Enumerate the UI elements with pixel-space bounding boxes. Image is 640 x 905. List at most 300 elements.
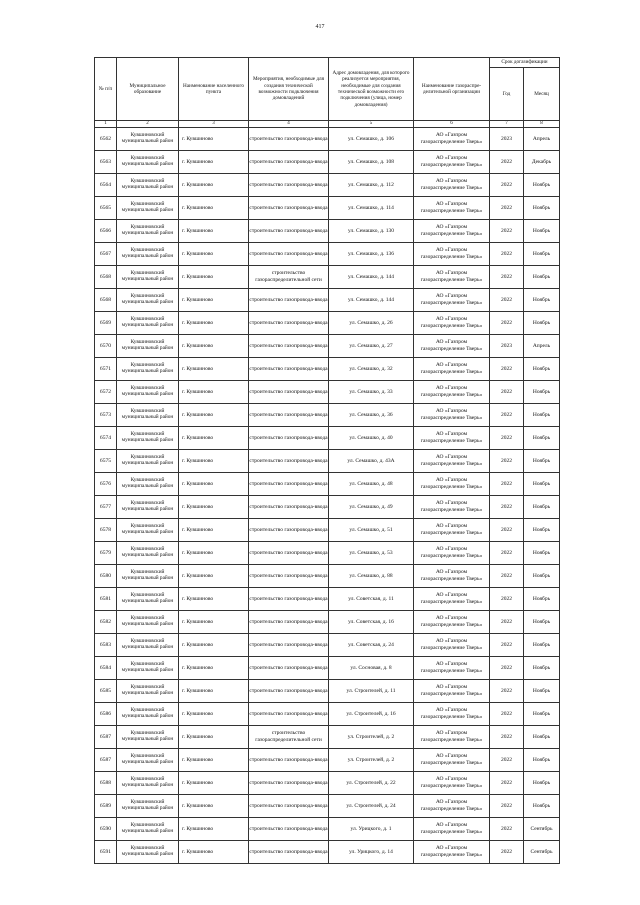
cell-year: 2022 [490, 496, 524, 519]
cell-row-number: 6582 [95, 611, 117, 634]
table-row [95, 312, 560, 335]
cell-row-number: 6574 [95, 427, 117, 450]
cell-measure: строительство газопровода-ввода [249, 703, 329, 726]
cell-month: Ноябрь [524, 312, 560, 335]
header-organization: Наименование газораспре-делительной организации [414, 58, 490, 121]
cell-year: 2022 [490, 588, 524, 611]
cell-month: Ноябрь [524, 588, 560, 611]
cell-municipality: Кувшиновский муниципальный район [117, 496, 179, 519]
cell-municipality: Кувшиновский муниципальный район [117, 243, 179, 266]
cell-row-number: 6568 [95, 289, 117, 312]
cell-measure: строительство газопровода-ввода [249, 151, 329, 174]
cell-municipality: Кувшиновский муниципальный район [117, 220, 179, 243]
table-row [95, 703, 560, 726]
table-row [95, 473, 560, 496]
cell-organization: АО «Газпром газораспределение Тверь» [414, 726, 490, 749]
cell-organization: АО «Газпром газораспределение Тверь» [414, 450, 490, 473]
cell-municipality: Кувшиновский муниципальный район [117, 565, 179, 588]
cell-measure: строительство газопровода-ввода [249, 519, 329, 542]
column-number: 4 [249, 121, 329, 128]
cell-municipality: Кувшиновский муниципальный район [117, 151, 179, 174]
cell-month: Ноябрь [524, 473, 560, 496]
cell-year: 2022 [490, 197, 524, 220]
cell-row-number: 6572 [95, 381, 117, 404]
cell-address: ул. Семашко, д. 51 [329, 519, 414, 542]
table-row [95, 243, 560, 266]
cell-settlement: г. Кувшиново [179, 473, 249, 496]
table-row [95, 335, 560, 358]
cell-address: ул. Семашко, д. 130 [329, 220, 414, 243]
cell-organization: АО «Газпром газораспределение Тверь» [414, 749, 490, 772]
cell-organization: АО «Газпром газораспределение Тверь» [414, 542, 490, 565]
cell-year: 2022 [490, 358, 524, 381]
cell-organization: АО «Газпром газораспределение Тверь» [414, 703, 490, 726]
cell-row-number: 6587 [95, 726, 117, 749]
cell-address: ул. Урицкого, д. 14 [329, 841, 414, 864]
cell-year: 2022 [490, 174, 524, 197]
table-row [95, 634, 560, 657]
cell-address: ул. Семашко, д. 106 [329, 128, 414, 151]
cell-organization: АО «Газпром газораспределение Тверь» [414, 565, 490, 588]
cell-measure: строительство газопровода-ввода [249, 680, 329, 703]
cell-measure: строительство газопровода-ввода [249, 289, 329, 312]
cell-address: ул. Строителей, д. 24 [329, 795, 414, 818]
cell-year: 2022 [490, 772, 524, 795]
header-month: Месяц [524, 68, 560, 121]
cell-municipality: Кувшиновский муниципальный район [117, 174, 179, 197]
cell-row-number: 6583 [95, 634, 117, 657]
header-num: № п/п [95, 58, 117, 121]
cell-month: Ноябрь [524, 381, 560, 404]
cell-municipality: Кувшиновский муниципальный район [117, 657, 179, 680]
table-row [95, 611, 560, 634]
cell-year: 2022 [490, 795, 524, 818]
cell-row-number: 6584 [95, 657, 117, 680]
cell-organization: АО «Газпром газораспределение Тверь» [414, 266, 490, 289]
cell-year: 2022 [490, 404, 524, 427]
column-number: 8 [524, 121, 560, 128]
cell-month: Ноябрь [524, 404, 560, 427]
cell-row-number: 6570 [95, 335, 117, 358]
cell-organization: АО «Газпром газораспределение Тверь» [414, 174, 490, 197]
table-row [95, 289, 560, 312]
cell-year: 2022 [490, 450, 524, 473]
cell-measure: строительство газопровода-ввода [249, 795, 329, 818]
cell-row-number: 6564 [95, 174, 117, 197]
cell-year: 2022 [490, 657, 524, 680]
cell-organization: АО «Газпром газораспределение Тверь» [414, 795, 490, 818]
cell-measure: строительство газопровода-ввода [249, 634, 329, 657]
cell-year: 2022 [490, 818, 524, 841]
cell-year: 2022 [490, 703, 524, 726]
table-row [95, 197, 560, 220]
cell-municipality: Кувшиновский муниципальный район [117, 473, 179, 496]
cell-settlement: г. Кувшиново [179, 312, 249, 335]
cell-year: 2022 [490, 611, 524, 634]
cell-address: ул. Строителей, д. 22 [329, 772, 414, 795]
cell-address: ул. Советская, д. 11 [329, 588, 414, 611]
cell-month: Апрель [524, 128, 560, 151]
cell-organization: АО «Газпром газораспределение Тверь» [414, 427, 490, 450]
cell-row-number: 6579 [95, 542, 117, 565]
cell-address: ул. Строителей, д. 2 [329, 726, 414, 749]
table-row [95, 151, 560, 174]
cell-organization: АО «Газпром газораспределение Тверь» [414, 358, 490, 381]
cell-month: Ноябрь [524, 726, 560, 749]
table-row [95, 358, 560, 381]
cell-year: 2022 [490, 726, 524, 749]
cell-municipality: Кувшиновский муниципальный район [117, 519, 179, 542]
cell-address: ул. Семашко, д. 88 [329, 565, 414, 588]
cell-organization: АО «Газпром газораспределение Тверь» [414, 657, 490, 680]
cell-address: ул. Семашко, д. 36 [329, 404, 414, 427]
cell-month: Ноябрь [524, 289, 560, 312]
cell-settlement: г. Кувшиново [179, 588, 249, 611]
cell-municipality: Кувшиновский муниципальный район [117, 726, 179, 749]
cell-month: Ноябрь [524, 634, 560, 657]
cell-address: ул. Советская, д. 24 [329, 634, 414, 657]
cell-settlement: г. Кувшиново [179, 841, 249, 864]
cell-measure: строительство газопровода-ввода [249, 588, 329, 611]
cell-organization: АО «Газпром газораспределение Тверь» [414, 818, 490, 841]
cell-settlement: г. Кувшиново [179, 542, 249, 565]
cell-year: 2022 [490, 243, 524, 266]
cell-year: 2022 [490, 680, 524, 703]
header-address: Адрес домовладения, для которого реализуется мероприятия, необходимые для создания технической возможности его подключения (улица, номер домовладения) [329, 58, 414, 121]
cell-month: Ноябрь [524, 772, 560, 795]
cell-measure: строительство газопровода-ввода [249, 565, 329, 588]
cell-municipality: Кувшиновский муниципальный район [117, 542, 179, 565]
cell-year: 2023 [490, 128, 524, 151]
cell-row-number: 6568 [95, 266, 117, 289]
cell-month: Ноябрь [524, 611, 560, 634]
cell-year: 2022 [490, 312, 524, 335]
table-row [95, 496, 560, 519]
cell-measure: строительство газопровода-ввода [249, 312, 329, 335]
cell-month: Ноябрь [524, 542, 560, 565]
cell-municipality: Кувшиновский муниципальный район [117, 450, 179, 473]
cell-measure: строительство газопровода-ввода [249, 772, 329, 795]
cell-settlement: г. Кувшиново [179, 197, 249, 220]
cell-organization: АО «Газпром газораспределение Тверь» [414, 312, 490, 335]
cell-municipality: Кувшиновский муниципальный район [117, 703, 179, 726]
cell-row-number: 6578 [95, 519, 117, 542]
cell-organization: АО «Газпром газораспределение Тверь» [414, 220, 490, 243]
cell-address: ул. Строителей, д. 2 [329, 749, 414, 772]
table-row [95, 680, 560, 703]
cell-municipality: Кувшиновский муниципальный район [117, 197, 179, 220]
cell-row-number: 6571 [95, 358, 117, 381]
cell-month: Ноябрь [524, 243, 560, 266]
cell-row-number: 6586 [95, 703, 117, 726]
cell-organization: АО «Газпром газораспределение Тверь» [414, 381, 490, 404]
cell-year: 2022 [490, 749, 524, 772]
cell-municipality: Кувшиновский муниципальный район [117, 289, 179, 312]
cell-organization: АО «Газпром газораспределение Тверь» [414, 634, 490, 657]
cell-year: 2022 [490, 289, 524, 312]
cell-year: 2023 [490, 335, 524, 358]
cell-municipality: Кувшиновский муниципальный район [117, 427, 179, 450]
cell-address: ул. Строителей, д. 16 [329, 703, 414, 726]
table-row [95, 220, 560, 243]
cell-month: Ноябрь [524, 427, 560, 450]
table-row [95, 795, 560, 818]
cell-settlement: г. Кувшиново [179, 749, 249, 772]
column-numbers-row [95, 121, 560, 128]
cell-organization: АО «Газпром газораспределение Тверь» [414, 680, 490, 703]
cell-settlement: г. Кувшиново [179, 404, 249, 427]
header-year: Год [490, 68, 524, 121]
cell-measure: строительство газопровода-ввода [249, 749, 329, 772]
cell-month: Ноябрь [524, 220, 560, 243]
cell-month: Ноябрь [524, 197, 560, 220]
cell-settlement: г. Кувшиново [179, 427, 249, 450]
header-municipality: Муниципальное образование [117, 58, 179, 121]
cell-organization: АО «Газпром газораспределение Тверь» [414, 243, 490, 266]
cell-organization: АО «Газпром газораспределение Тверь» [414, 496, 490, 519]
cell-address: ул. Семашко, д. 136 [329, 243, 414, 266]
cell-month: Ноябрь [524, 450, 560, 473]
cell-year: 2022 [490, 220, 524, 243]
cell-measure: строительство газопровода-ввода [249, 243, 329, 266]
cell-year: 2022 [490, 473, 524, 496]
cell-settlement: г. Кувшиново [179, 703, 249, 726]
cell-measure: строительство газопровода-ввода [249, 496, 329, 519]
cell-year: 2022 [490, 542, 524, 565]
cell-municipality: Кувшиновский муниципальный район [117, 358, 179, 381]
cell-municipality: Кувшиновский муниципальный район [117, 772, 179, 795]
cell-measure: строительство газопровода-ввода [249, 657, 329, 680]
table-row [95, 519, 560, 542]
cell-organization: АО «Газпром газораспределение Тверь» [414, 151, 490, 174]
cell-address: ул. Семашко, д. 108 [329, 151, 414, 174]
cell-address: ул. Семашко, д. 144 [329, 289, 414, 312]
table-row [95, 128, 560, 151]
cell-settlement: г. Кувшиново [179, 174, 249, 197]
cell-month: Ноябрь [524, 266, 560, 289]
table-row [95, 841, 560, 864]
cell-address: ул. Семашко, д. 112 [329, 174, 414, 197]
cell-row-number: 6589 [95, 795, 117, 818]
cell-organization: АО «Газпром газораспределение Тверь» [414, 197, 490, 220]
cell-row-number: 6567 [95, 243, 117, 266]
cell-measure: строительство газопровода-ввода [249, 611, 329, 634]
cell-address: ул. Урицкого, д. 1 [329, 818, 414, 841]
header-settlement: Наименование населенного пункта [179, 58, 249, 121]
cell-measure: строительство газопровода-ввода [249, 427, 329, 450]
cell-year: 2022 [490, 565, 524, 588]
cell-municipality: Кувшиновский муниципальный район [117, 841, 179, 864]
table-row [95, 450, 560, 473]
cell-settlement: г. Кувшиново [179, 381, 249, 404]
cell-municipality: Кувшиновский муниципальный район [117, 381, 179, 404]
cell-measure: строительство газопровода-ввода [249, 174, 329, 197]
cell-measure: строительство газопровода-ввода [249, 128, 329, 151]
cell-month: Декабрь [524, 151, 560, 174]
cell-settlement: г. Кувшиново [179, 726, 249, 749]
column-number: 1 [95, 121, 117, 128]
cell-settlement: г. Кувшиново [179, 151, 249, 174]
table-row [95, 565, 560, 588]
cell-address: ул. Семашко, д. 49 [329, 496, 414, 519]
cell-month: Ноябрь [524, 703, 560, 726]
table-row [95, 588, 560, 611]
cell-settlement: г. Кувшиново [179, 358, 249, 381]
cell-municipality: Кувшиновский муниципальный район [117, 128, 179, 151]
cell-measure: строительство газопровода-ввода [249, 450, 329, 473]
cell-address: ул. Семашко, д. 114 [329, 197, 414, 220]
cell-month: Сентябрь [524, 818, 560, 841]
cell-municipality: Кувшиновский муниципальный район [117, 749, 179, 772]
cell-month: Сентябрь [524, 841, 560, 864]
cell-settlement: г. Кувшиново [179, 243, 249, 266]
cell-organization: АО «Газпром газораспределение Тверь» [414, 289, 490, 312]
cell-address: ул. Советская, д. 16 [329, 611, 414, 634]
cell-year: 2022 [490, 634, 524, 657]
cell-measure: строительство газопровода-ввода [249, 841, 329, 864]
cell-row-number: 6565 [95, 197, 117, 220]
cell-month: Ноябрь [524, 496, 560, 519]
cell-measure: строительство газораспределительной сети [249, 726, 329, 749]
cell-address: ул. Строителей, д. 11 [329, 680, 414, 703]
cell-organization: АО «Газпром газораспределение Тверь» [414, 128, 490, 151]
cell-settlement: г. Кувшиново [179, 335, 249, 358]
cell-municipality: Кувшиновский муниципальный район [117, 680, 179, 703]
cell-month: Ноябрь [524, 680, 560, 703]
cell-settlement: г. Кувшиново [179, 128, 249, 151]
cell-row-number: 6562 [95, 128, 117, 151]
table-row [95, 174, 560, 197]
cell-organization: АО «Газпром газораспределение Тверь» [414, 611, 490, 634]
cell-municipality: Кувшиновский муниципальный район [117, 335, 179, 358]
cell-month: Ноябрь [524, 565, 560, 588]
cell-settlement: г. Кувшиново [179, 266, 249, 289]
cell-organization: АО «Газпром газораспределение Тверь» [414, 772, 490, 795]
cell-measure: строительство газопровода-ввода [249, 818, 329, 841]
cell-address: ул. Семашко, д. 32 [329, 358, 414, 381]
cell-month: Апрель [524, 335, 560, 358]
cell-month: Ноябрь [524, 174, 560, 197]
cell-row-number: 6581 [95, 588, 117, 611]
cell-year: 2022 [490, 151, 524, 174]
cell-settlement: г. Кувшиново [179, 634, 249, 657]
cell-row-number: 6573 [95, 404, 117, 427]
cell-organization: АО «Газпром газораспределение Тверь» [414, 473, 490, 496]
table-body [95, 128, 560, 864]
cell-settlement: г. Кувшиново [179, 496, 249, 519]
cell-measure: строительство газопровода-ввода [249, 381, 329, 404]
table-row [95, 818, 560, 841]
cell-month: Ноябрь [524, 749, 560, 772]
cell-address: ул. Семашко, д. 144 [329, 266, 414, 289]
cell-measure: строительство газопровода-ввода [249, 404, 329, 427]
cell-organization: АО «Газпром газораспределение Тверь» [414, 519, 490, 542]
cell-row-number: 6580 [95, 565, 117, 588]
header-measures: Мероприятия, необходимые для создания технической возможности подключения домовладений [249, 58, 329, 121]
cell-year: 2022 [490, 519, 524, 542]
cell-year: 2022 [490, 266, 524, 289]
cell-municipality: Кувшиновский муниципальный район [117, 588, 179, 611]
cell-settlement: г. Кувшиново [179, 289, 249, 312]
cell-address: ул. Семашко, д. 26 [329, 312, 414, 335]
cell-municipality: Кувшиновский муниципальный район [117, 634, 179, 657]
cell-settlement: г. Кувшиново [179, 818, 249, 841]
cell-address: ул. Семашко, д. 40 [329, 427, 414, 450]
cell-row-number: 6587 [95, 749, 117, 772]
cell-row-number: 6585 [95, 680, 117, 703]
cell-municipality: Кувшиновский муниципальный район [117, 611, 179, 634]
table-row [95, 749, 560, 772]
cell-settlement: г. Кувшиново [179, 450, 249, 473]
cell-measure: строительство газопровода-ввода [249, 473, 329, 496]
cell-settlement: г. Кувшиново [179, 772, 249, 795]
column-number: 6 [414, 121, 490, 128]
cell-row-number: 6569 [95, 312, 117, 335]
table-row [95, 542, 560, 565]
cell-row-number: 6576 [95, 473, 117, 496]
table-row [95, 726, 560, 749]
gasification-table [94, 57, 560, 864]
column-number: 7 [490, 121, 524, 128]
cell-measure: строительство газопровода-ввода [249, 197, 329, 220]
cell-row-number: 6590 [95, 818, 117, 841]
cell-settlement: г. Кувшиново [179, 220, 249, 243]
cell-organization: АО «Газпром газораспределение Тверь» [414, 404, 490, 427]
cell-organization: АО «Газпром газораспределение Тверь» [414, 588, 490, 611]
cell-municipality: Кувшиновский муниципальный район [117, 312, 179, 335]
cell-address: ул. Семашко, д. 43А [329, 450, 414, 473]
table-row [95, 266, 560, 289]
table-row [95, 772, 560, 795]
cell-organization: АО «Газпром газораспределение Тверь» [414, 335, 490, 358]
header-term: Срок догазификации [490, 58, 560, 68]
cell-row-number: 6563 [95, 151, 117, 174]
cell-row-number: 6575 [95, 450, 117, 473]
column-number: 2 [117, 121, 179, 128]
cell-month: Ноябрь [524, 795, 560, 818]
cell-row-number: 6588 [95, 772, 117, 795]
cell-measure: строительство газопровода-ввода [249, 335, 329, 358]
cell-municipality: Кувшиновский муниципальный район [117, 404, 179, 427]
cell-year: 2022 [490, 841, 524, 864]
cell-settlement: г. Кувшиново [179, 611, 249, 634]
cell-settlement: г. Кувшиново [179, 680, 249, 703]
page-number: 417 [315, 24, 325, 30]
cell-year: 2022 [490, 381, 524, 404]
column-number: 3 [179, 121, 249, 128]
cell-settlement: г. Кувшиново [179, 519, 249, 542]
cell-month: Ноябрь [524, 358, 560, 381]
cell-settlement: г. Кувшиново [179, 657, 249, 680]
cell-measure: строительство газопровода-ввода [249, 358, 329, 381]
column-number: 5 [329, 121, 414, 128]
cell-settlement: г. Кувшиново [179, 795, 249, 818]
cell-row-number: 6566 [95, 220, 117, 243]
cell-address: ул. Семашко, д. 33 [329, 381, 414, 404]
table-row [95, 427, 560, 450]
cell-measure: строительство газораспределительной сети [249, 266, 329, 289]
cell-month: Ноябрь [524, 657, 560, 680]
cell-municipality: Кувшиновский муниципальный район [117, 818, 179, 841]
cell-municipality: Кувшиновский муниципальный район [117, 795, 179, 818]
table-row [95, 657, 560, 680]
cell-address: ул. Семашко, д. 48 [329, 473, 414, 496]
cell-year: 2022 [490, 427, 524, 450]
cell-row-number: 6577 [95, 496, 117, 519]
cell-measure: строительство газопровода-ввода [249, 542, 329, 565]
table-row [95, 381, 560, 404]
cell-address: ул. Семашко, д. 27 [329, 335, 414, 358]
